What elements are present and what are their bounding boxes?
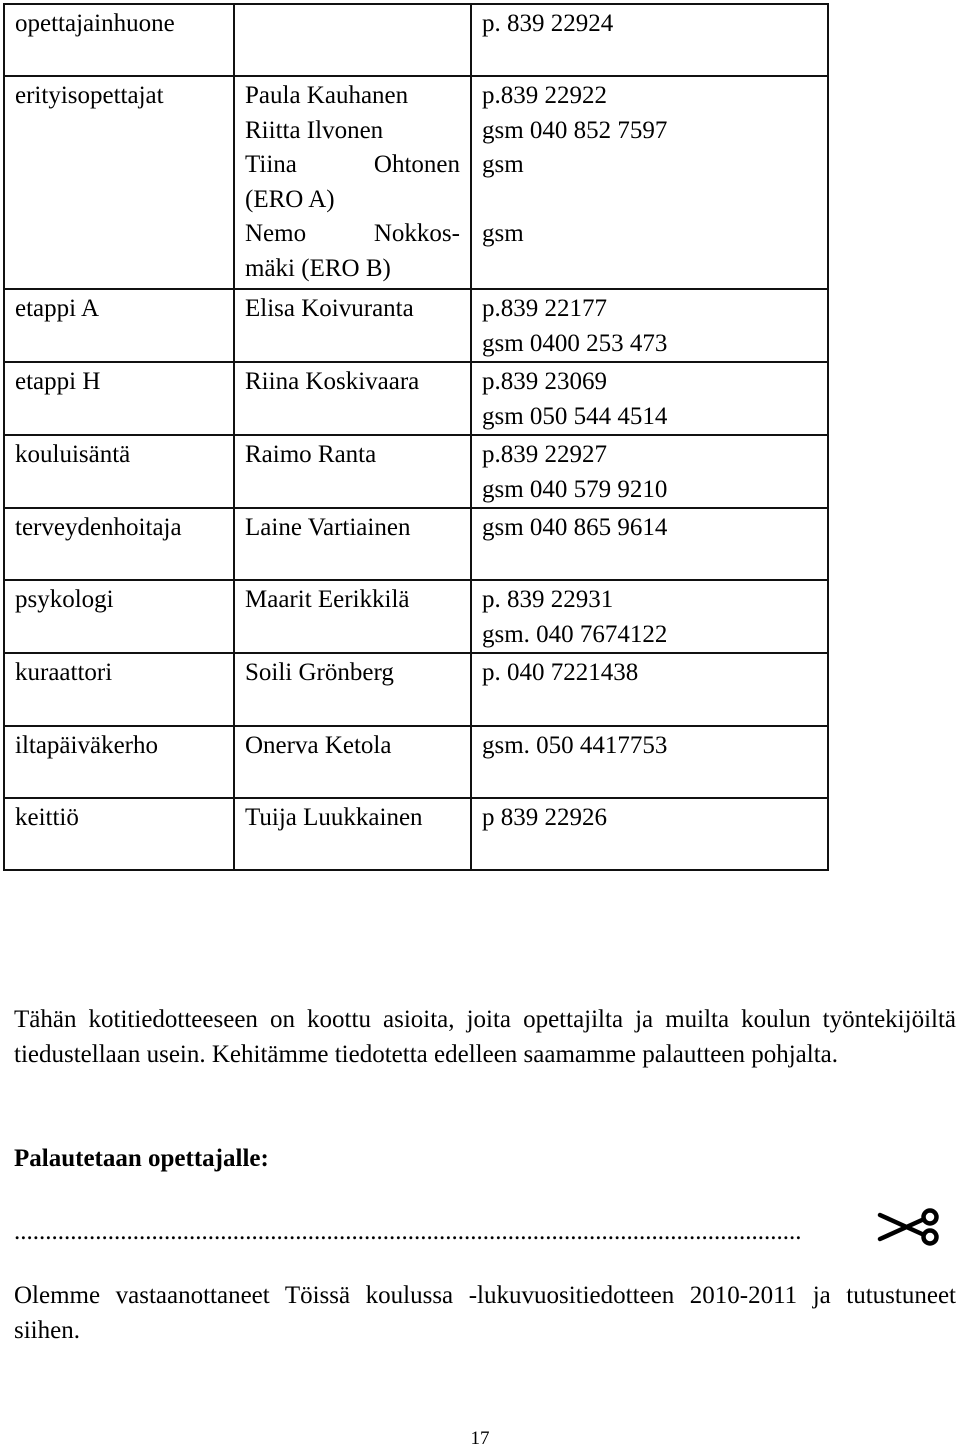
phone-line: gsm 050 544 4514 [482,402,668,430]
phone-line: p. 839 22931 [482,586,614,613]
cut-line: .............................................................................................................................. [14,1218,802,1245]
name-cell: Onerva Ketola [234,726,471,798]
table-row [4,653,828,726]
role-cell: kuraattori [4,653,234,726]
phone-line: p.839 23069 [482,368,607,395]
table-row [4,4,828,76]
phone-line: gsm [482,151,524,178]
role-cell: kouluisäntä [4,435,234,508]
phone-line: gsm [482,220,524,247]
phone-line: gsm 0400 253 473 [482,329,668,357]
table-row [4,726,828,798]
table-row [4,76,828,289]
phone-cell [471,289,828,362]
phone-line: p.839 22922 [482,82,607,109]
name-cell: Elisa Koivuranta [234,289,471,362]
table-row [4,508,828,580]
phone-line: gsm. 040 7674122 [482,620,668,648]
phone-cell: p 839 22926 [471,798,828,870]
phone-line: gsm 040 852 7597 [482,116,668,144]
name-cell: Maarit Eerikkilä [234,580,471,653]
phone-cell: gsm 040 865 9614 [471,508,828,580]
role-cell: keittiö [4,798,234,870]
phone-cell [471,362,828,435]
table-row [4,362,828,435]
phone-cell: gsm. 050 4417753 [471,726,828,798]
table-row [4,435,828,508]
role-cell: erityisopettajat [4,76,234,289]
role-cell: etappi H [4,362,234,435]
table-row [4,798,828,870]
role-cell: psykologi [4,580,234,653]
phone-cell [471,580,828,653]
phone-cell [471,435,828,508]
table-row [4,580,828,653]
name-line: (ERO A) [245,185,335,213]
name-cell: Laine Vartiainen [234,508,471,580]
name-line: Tiina Ohtonen [245,151,460,178]
confirmation-paragraph: Olemme vastaanottaneet Töissä koulussa -lukuvuositiedotteen 2010-2011 ja tutustuneet siihen. [14,1282,956,1344]
return-heading: Palautetaan opettajalle: [14,1145,269,1172]
name-cell [234,76,471,289]
phone-cell: p. 040 7221438 [471,653,828,726]
name-line: mäki (ERO B) [245,254,391,282]
phone-line: p.839 22177 [482,295,607,322]
name-cell [234,4,471,76]
role-cell: terveydenhoitaja [4,508,234,580]
name-line: Nemo Nokkos- [245,220,460,247]
name-cell: Tuija Luukkainen [234,798,471,870]
role-cell: opettajainhuone [4,4,234,76]
role-cell: iltapäiväkerho [4,726,234,798]
phone-line: gsm 040 579 9210 [482,475,668,503]
name-line: Riitta Ilvonen [245,116,384,144]
intro-paragraph: Tähän kotitiedotteeseen on koottu asioita, joita opettajilta ja muilta koulun työntekijöiltä tiedustellaan usein. Kehitämme tiedotetta edelleen saamamme palautteen pohjalta. [14,1006,956,1068]
scissors-icon [876,1207,942,1247]
name-cell: Raimo Ranta [234,435,471,508]
phone-line: p.839 22927 [482,441,607,468]
name-line: Paula Kauhanen [245,82,409,109]
table-row [4,289,828,362]
name-cell: Soili Grönberg [234,653,471,726]
phone-cell [471,4,828,76]
contacts-table [3,3,829,871]
phone-line [482,183,817,218]
phone-cell [471,76,828,289]
phone-line: p. 839 22924 [482,10,614,37]
name-cell: Riina Koskivaara [234,362,471,435]
role-cell: etappi A [4,289,234,362]
page-number: 17 [470,1428,490,1449]
